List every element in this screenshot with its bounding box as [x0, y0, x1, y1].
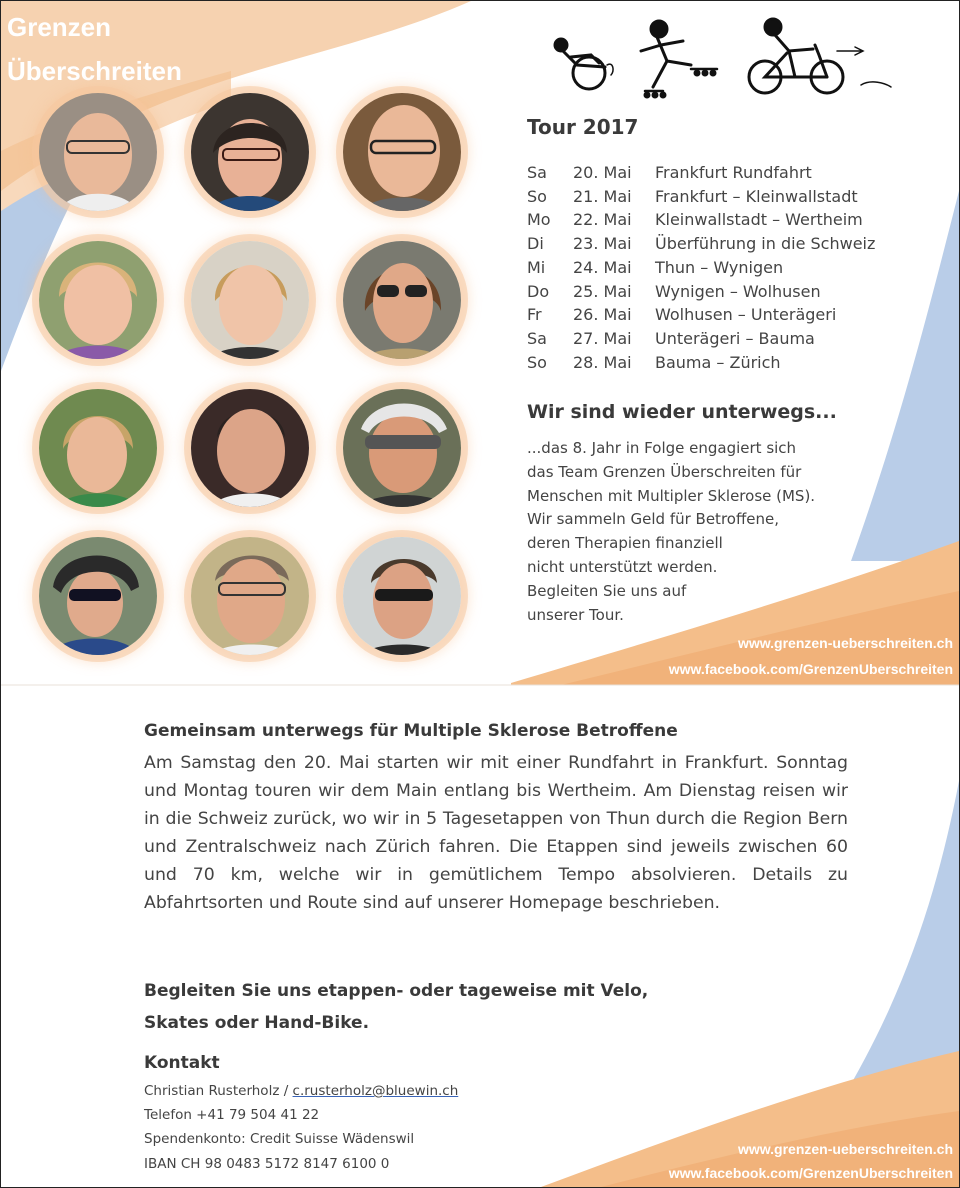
schedule-route: Thun – Wynigen [655, 257, 784, 277]
schedule-day: So [527, 186, 547, 206]
main-title: Gemeinsam unterwegs für Multiple Sklerose Betroffene [144, 721, 678, 741]
schedule-route: Unterägeri – Bauma [655, 328, 815, 348]
schedule-date: 22. Mai [573, 210, 632, 230]
schedule-date: 23. Mai [573, 234, 632, 254]
schedule-row [527, 185, 875, 209]
intro-line: nicht unterstützt werden. [527, 557, 718, 576]
schedule-row [527, 161, 875, 185]
contact-name-line [144, 1079, 458, 1103]
schedule-route: Wynigen – Wolhusen [655, 281, 821, 301]
schedule-day: Do [527, 281, 550, 301]
portrait [39, 537, 157, 655]
schedule-row [527, 208, 875, 232]
contact-phone: Telefon +41 79 504 41 22 [144, 1107, 320, 1124]
tour-schedule [527, 161, 875, 374]
intro-line: Wir sammeln Geld für Betroffene, [527, 510, 780, 529]
schedule-row [527, 256, 875, 280]
portrait [191, 537, 309, 655]
contact-name: Christian Rusterholz / [144, 1083, 289, 1099]
contact-iban: IBAN CH 98 0483 5172 8147 6100 0 [144, 1155, 390, 1172]
portrait [343, 93, 461, 211]
schedule-date: 28. Mai [573, 352, 632, 372]
intro-line: ...das 8. Jahr in Folge engagiert sich [527, 439, 797, 457]
portrait [191, 93, 309, 211]
schedule-date: 25. Mai [573, 281, 632, 301]
portrait [191, 241, 309, 359]
schedule-route: Bauma – Zürich [655, 352, 781, 372]
schedule-row [527, 232, 875, 256]
intro-headline: Wir sind wieder unterwegs... [527, 401, 837, 423]
schedule-route: Frankfurt Rundfahrt [655, 163, 812, 182]
portrait [343, 389, 461, 507]
intro-line: deren Therapien finanziell [527, 534, 723, 553]
main-text: Am Samstag den 20. Mai starten wir mit einer Rundfahrt in Frankfurt. Sonntag und Montag touren wir dem Main entlang bis Wertheim. Am Dienstag reisen wir in die Schweiz zurück, wo wir in 5 Tagesetappen von Thun durch die Region Bern und Zentralschweiz nach Zürich fahren. Die Etappen sind jeweils zwischen 60 und 70 km, welche wir in gemütlichem Tempo absolvieren. Details zu Abfahrtsorten und Route sind auf unserer Homepage beschrieben. [144, 753, 848, 913]
intro-line: Begleiten Sie uns auf [527, 581, 687, 600]
contact-email-link[interactable]: c.rusterholz@bluewin.ch [292, 1083, 459, 1099]
website-link-bottom[interactable]: www.grenzen-ueberschreiten.ch [738, 1141, 953, 1157]
schedule-row [527, 327, 875, 351]
schedule-date: 20. Mai [573, 163, 632, 182]
schedule-day: Sa [527, 163, 547, 182]
schedule-row [527, 280, 875, 304]
contact-title: Kontakt [144, 1053, 220, 1073]
schedule-route: Kleinwallstadt – Wertheim [655, 210, 863, 230]
portrait [343, 241, 461, 359]
portrait [39, 389, 157, 507]
portrait [39, 93, 157, 211]
website-link-top[interactable]: www.grenzen-ueberschreiten.ch [738, 635, 953, 651]
schedule-route: Wolhusen – Unterägeri [655, 305, 837, 325]
tour-title: Tour 2017 [527, 115, 639, 139]
schedule-date: 21. Mai [573, 186, 632, 206]
portrait [343, 537, 461, 655]
schedule-route: Überführung in die Schweiz [655, 234, 876, 254]
intro-text [527, 437, 857, 627]
schedule-day: Di [527, 234, 544, 254]
intro-line: unserer Tour. [527, 605, 624, 624]
portrait [191, 389, 309, 507]
schedule-date: 24. Mai [573, 257, 632, 277]
intro-line: Menschen mit Multipler Sklerose (MS). [527, 486, 816, 505]
call-to-action [144, 975, 648, 1039]
schedule-day: Sa [527, 328, 547, 348]
schedule-row [527, 303, 875, 327]
cta-line-1: Begleiten Sie uns etappen- oder tageweise mit Velo, [144, 981, 649, 1001]
brand-title [7, 5, 182, 93]
brand-line-1: Grenzen [7, 12, 112, 42]
contact-details [144, 1079, 458, 1176]
schedule-day: Mo [527, 210, 551, 230]
intro-line: das Team Grenzen Überschreiten für [527, 462, 802, 481]
portrait [39, 241, 157, 359]
riders-illustration [541, 15, 901, 101]
schedule-day: So [527, 352, 547, 372]
schedule-date: 26. Mai [573, 305, 632, 325]
facebook-link-top[interactable]: www.facebook.com/GrenzenUberschreiten [668, 661, 953, 677]
schedule-day: Fr [527, 305, 542, 325]
brand-line-2: Überschreiten [7, 56, 182, 86]
cta-line-2: Skates oder Hand-Bike. [144, 1013, 370, 1033]
schedule-route: Frankfurt – Kleinwallstadt [655, 186, 858, 206]
schedule-row [527, 351, 875, 375]
contact-account: Spendenkonto: Credit Suisse Wädenswil [144, 1131, 415, 1148]
schedule-date: 27. Mai [573, 328, 632, 348]
facebook-link-bottom[interactable]: www.facebook.com/GrenzenUberschreiten [668, 1165, 953, 1181]
schedule-day: Mi [527, 257, 546, 277]
